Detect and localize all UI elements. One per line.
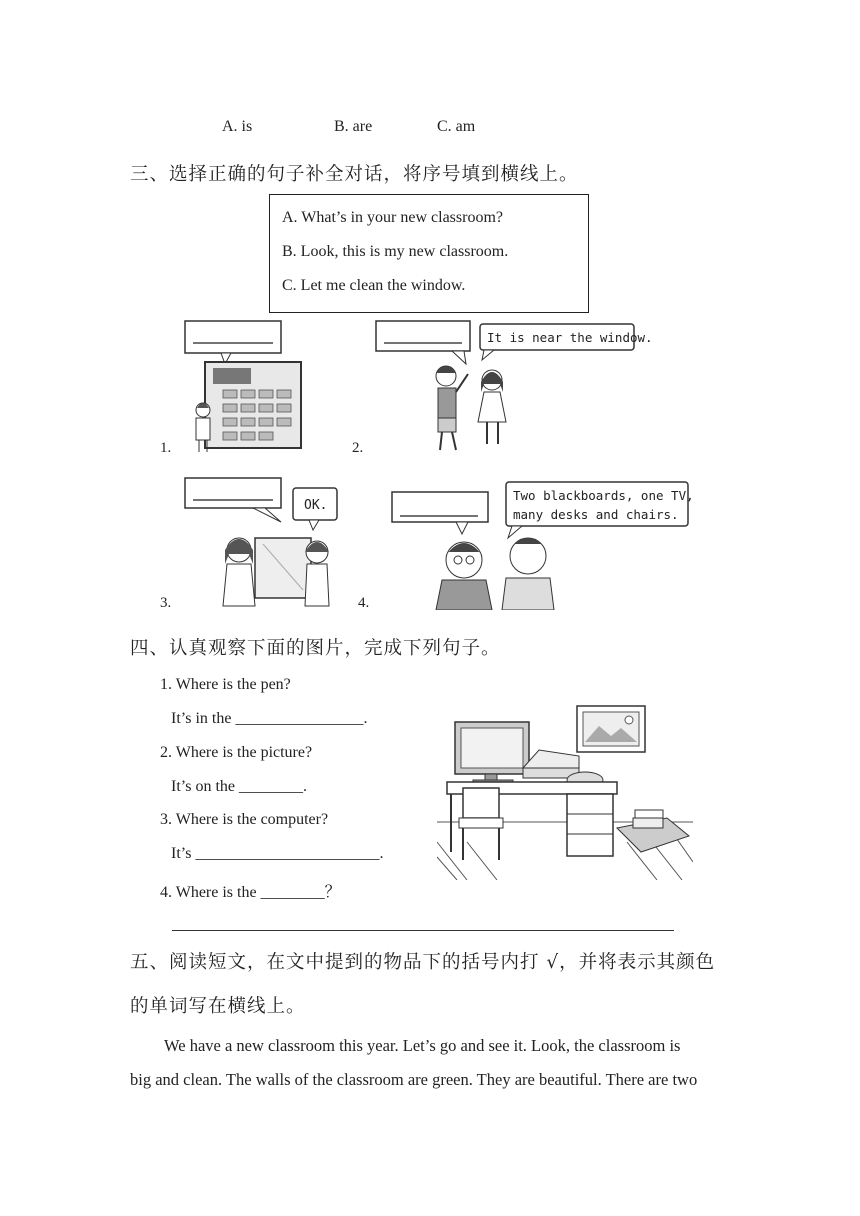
pic-3-label: 3. [160, 595, 172, 611]
reading-paragraph-line-1: We have a new classroom this year. Let’s go and see it. Look, the classroom is [164, 1036, 681, 1055]
pic-3-cleaning-window-illustration [183, 472, 343, 610]
sentence-option-c: C. Let me clean the window. [282, 277, 466, 294]
pic-4-bubble-text [513, 486, 694, 524]
section-5-heading-line-1: 五、阅读短文，在文中提到的物品下的括号内打 √，并将表示其颜色 [130, 952, 716, 973]
option-c: C. am [437, 118, 476, 135]
option-a: A. is [222, 118, 253, 135]
pic-1-label: 1. [160, 440, 172, 456]
pic-4-bubble-line-1: Two blackboards, one TV, [513, 488, 694, 503]
section-5-heading-line-2: 的单词写在横线上。 [130, 996, 306, 1017]
s4-desk-room-illustration [437, 692, 693, 880]
pic-4-bubble-line-2: many desks and chairs. [513, 507, 679, 522]
s4-question-1: 1. Where is the pen? [160, 676, 291, 693]
s4-question-4: 4. Where is the ________？ [160, 884, 341, 901]
pic-1-classroom-illustration [183, 318, 303, 456]
s4-answer-4-line [172, 930, 674, 931]
option-b: B. are [334, 118, 373, 135]
reading-paragraph-line-2: big and clean. The walls of the classroom are green. They are beautiful. There are two [130, 1070, 698, 1089]
sentence-option-a: A. What’s in your new classroom? [282, 209, 503, 226]
pic-2-bubble-text: It is near the window. [487, 330, 653, 345]
s4-answer-1: It’s in the ________________. [171, 710, 368, 727]
section-3-heading: 三、选择正确的句子补全对话，将序号填到横线上。 [130, 164, 579, 185]
section-4-heading: 四、认真观察下面的图片，完成下列句子。 [130, 638, 501, 659]
s4-question-2: 2. Where is the picture? [160, 744, 313, 761]
s4-question-3: 3. Where is the computer? [160, 811, 329, 828]
options-box [269, 194, 589, 313]
s4-answer-3: It’s _______________________. [171, 845, 384, 862]
sentence-option-b: B. Look, this is my new classroom. [282, 243, 509, 260]
pic-4-label: 4. [358, 595, 370, 611]
pic-2-label: 2. [352, 440, 364, 456]
s4-answer-2: It’s on the ________. [171, 778, 307, 795]
pic-3-bubble-text: OK. [304, 498, 328, 513]
